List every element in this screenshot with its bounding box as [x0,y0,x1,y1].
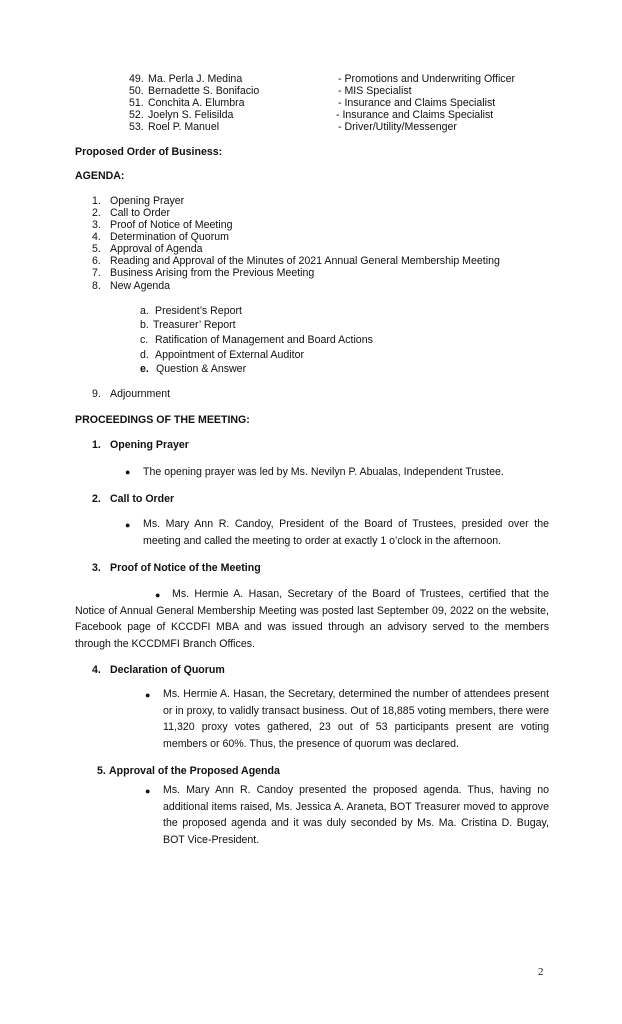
agenda-heading: AGENDA: [75,170,125,182]
order-of-business-heading: Proposed Order of Business: [75,146,223,158]
sub-agenda-letter: c. [140,334,149,346]
agenda-item: Business Arising from the Previous Meeting [110,267,315,279]
member-name: Roel P. Manuel [148,121,220,133]
bullet-icon: ● [145,786,151,796]
section-num: 4. [92,664,101,676]
member-name: Bernadette S. Bonifacio [148,85,260,97]
member-num: 51. [129,97,144,109]
member-name: Conchita A. Elumbra [148,97,245,109]
section-text: Ms. Hermie A. Hasan, Secretary of the Board of Trustees, certified that the Notice of Annual General Membership Meeting was posted last September 09, 2022 on the website, Facebook page of KCCDFI MBA and was issued through an advisory served to the members through the KCCDMFI Branch Offices. [75,588,549,650]
agenda-num: 5. [92,243,101,255]
bullet-icon: ● [145,690,151,700]
sub-agenda-letter: b. [140,319,149,331]
section-text: Ms. Mary Ann R. Candoy presented the proposed agenda. Thus, having no additional items raised, Ms. Jessica A. Araneta, BOT Treasurer moved to approve the proposed agenda and it was duly seconded by Ms. Ma. Cristina D. Bugay, BOT Vice-President. [163,784,549,846]
sub-agenda-letter: e. [140,363,149,375]
member-role: - MIS Specialist [338,85,412,97]
member-role: - Insurance and Claims Specialist [338,97,496,109]
section-text: Ms. Mary Ann R. Candoy, President of the Board of Trustees, presided over the meeting and called the meeting to order at exactly 1 o’clock in the afternoon. [143,518,549,547]
agenda-item: New Agenda [110,280,171,292]
agenda-item: Call to Order [110,207,171,219]
member-role: - Insurance and Claims Specialist [336,109,494,121]
member-role: - Promotions and Underwriting Officer [338,73,516,85]
page-number: 2 [538,966,544,978]
section-title: Approval of the Proposed Agenda [109,765,280,777]
section-num: 3. [92,562,101,574]
agenda-num: 8. [92,280,101,292]
agenda-item: Determination of Quorum [110,231,229,243]
member-name: Joelyn S. Felisilda [148,109,234,121]
agenda-num: 4. [92,231,101,243]
bullet-icon: ● [155,590,161,600]
agenda-num: 1. [92,195,101,207]
section-title: Call to Order [110,493,175,505]
bullet-icon: ● [125,467,131,477]
member-num: 52. [129,109,144,121]
sub-agenda-item: Question & Answer [156,363,247,375]
agenda-item: Reading and Approval of the Minutes of 2021 Annual General Membership Meeting [110,255,500,267]
agenda-num: 6. [92,255,101,267]
agenda-num: 3. [92,219,101,231]
member-num: 50. [129,85,144,97]
sub-agenda-letter: a. [140,305,149,317]
sub-agenda-item: President’s Report [155,305,242,317]
section-num: 5. [97,765,106,777]
section-text: The opening prayer was led by Ms. Nevilyn P. Abualas, Independent Trustee. [143,466,504,478]
section-title: Proof of Notice of the Meeting [110,562,261,574]
sub-agenda-item: Appointment of External Auditor [155,349,304,361]
section-title: Opening Prayer [110,439,189,451]
section-title: Declaration of Quorum [110,664,225,676]
agenda-item: Approval of Agenda [110,243,203,255]
section-num: 1. [92,439,101,451]
agenda-num: 7. [92,267,101,279]
section-num: 2. [92,493,101,505]
section-text: Ms. Hermie A. Hasan, the Secretary, determined the number of attendees present or in proxy, to validly transact business. Out of 18,885 voting members, there were 11,320 proxy votes gathered, 23 out of 53 participants present are voting members or 60%. Thus, the presence of quorum was declared. [163,688,549,750]
agenda-num: 2. [92,207,101,219]
agenda-num: 9. [92,388,101,400]
member-num: 49. [129,73,144,85]
bullet-icon: ● [125,520,131,530]
proceedings-heading: PROCEEDINGS OF THE MEETING: [75,414,250,426]
agenda-item: Proof of Notice of Meeting [110,219,233,231]
agenda-item: Adjournment [110,388,171,400]
member-name: Ma. Perla J. Medina [148,73,243,85]
sub-agenda-item: Ratification of Management and Board Actions [155,334,373,346]
member-role: - Driver/Utility/Messenger [338,121,457,133]
sub-agenda-item: Treasurer’ Report [153,319,236,331]
sub-agenda-letter: d. [140,349,149,361]
agenda-item: Opening Prayer [110,195,185,207]
member-num: 53. [129,121,144,133]
